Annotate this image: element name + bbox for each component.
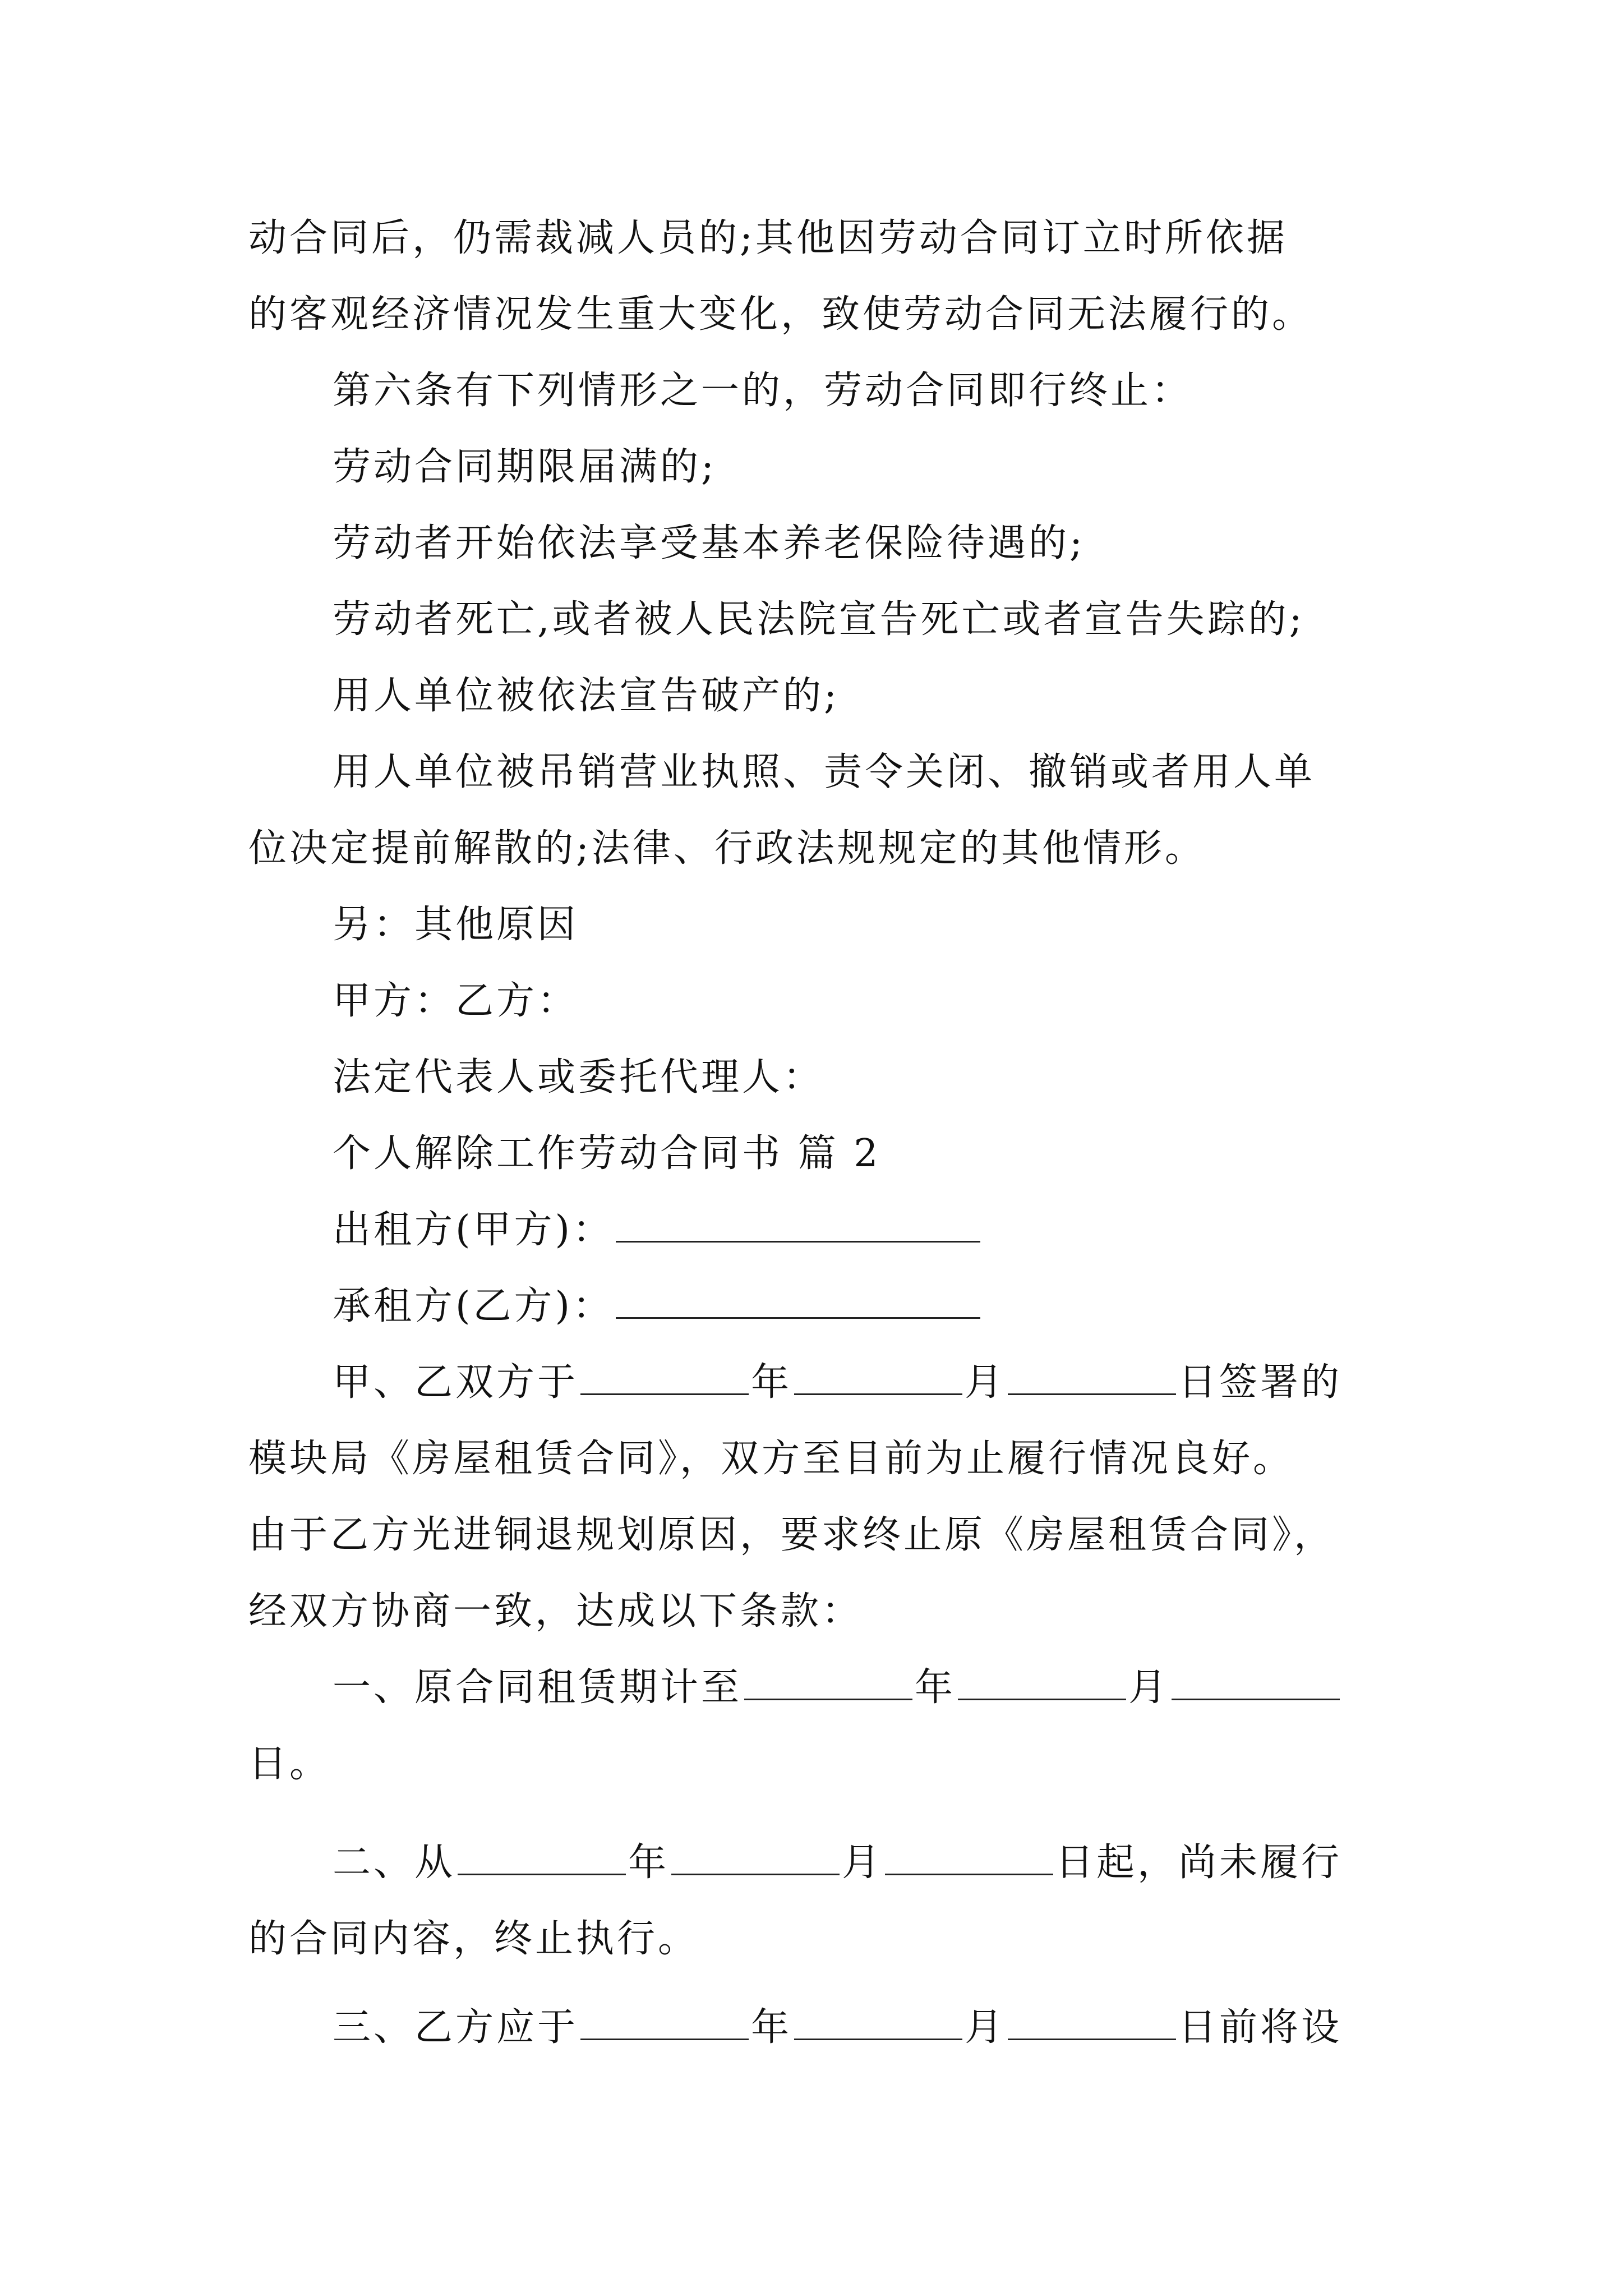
paragraph-line: 动合同后，仍需裁减人员的;其他因劳动合同订立时所依据 <box>248 216 1288 260</box>
sign-prefix: 甲、乙双方于 <box>333 1360 579 1405</box>
clause-2 <box>333 1832 1342 1894</box>
article-six-heading: 第六条有下列情形之一的，劳动合同即行终止： <box>333 369 1193 413</box>
parties-line: 甲方：乙方： <box>333 979 579 1023</box>
list-item: 用人单位被依法宣告破产的; <box>333 674 840 718</box>
month-blank[interactable] <box>958 1665 1126 1700</box>
clause-1-end: 日。 <box>248 1742 331 1786</box>
lessor-label: 出租方(甲方)： <box>333 1208 614 1252</box>
month-blank[interactable] <box>794 1360 962 1395</box>
month-label: 月 <box>842 1841 883 1885</box>
lessor-line <box>333 1199 983 1261</box>
day-blank[interactable] <box>1008 2005 1176 2040</box>
year-blank[interactable] <box>580 2005 749 2040</box>
year-label: 年 <box>628 1841 670 1885</box>
year-label: 年 <box>751 1360 792 1405</box>
year-blank[interactable] <box>458 1840 626 1875</box>
paragraph-line: 由于乙方光进铜退规划原因，要求终止原《房屋租赁合同》， <box>248 1513 1335 1557</box>
other-reasons: 另：其他原因 <box>333 903 579 947</box>
year-label: 年 <box>915 1665 956 1710</box>
clause-3-suffix: 日前将设 <box>1178 2005 1343 2050</box>
list-item: 劳动者死亡,或者被人民法院宣告死亡或者宣告失踪的; <box>333 597 1305 642</box>
representative-line: 法定代表人或委托代理人： <box>333 1055 824 1099</box>
month-label: 月 <box>965 2005 1006 2050</box>
lessee-line <box>333 1276 983 1337</box>
day-blank[interactable] <box>1008 1360 1176 1395</box>
list-item: 用人单位被吊销营业执照、责令关闭、撤销或者用人单 <box>333 750 1316 794</box>
day-blank[interactable] <box>1172 1665 1340 1700</box>
sign-suffix: 日签署的 <box>1178 1360 1343 1405</box>
month-label: 月 <box>1128 1665 1170 1710</box>
paragraph-line: 模块局《房屋租赁合同》，双方至目前为止履行情况良好。 <box>248 1437 1294 1481</box>
month-blank[interactable] <box>671 1840 840 1875</box>
year-blank[interactable] <box>744 1665 912 1700</box>
clause-3 <box>333 1997 1342 2059</box>
year-label: 年 <box>751 2005 792 2050</box>
clause-2-prefix: 二、从 <box>333 1841 456 1885</box>
month-label: 月 <box>965 1360 1006 1405</box>
sign-date-line <box>333 1352 1342 1414</box>
clause-1 <box>333 1657 1342 1719</box>
lessee-blank[interactable] <box>616 1283 980 1319</box>
clause-3-prefix: 三、乙方应于 <box>333 2005 579 2050</box>
clause-1-prefix: 一、原合同租赁期计至 <box>333 1665 743 1710</box>
paragraph-line: 的客观经济情况发生重大变化，致使劳动合同无法履行的。 <box>248 292 1313 337</box>
list-item: 劳动合同期限届满的; <box>333 445 717 489</box>
day-blank[interactable] <box>885 1840 1053 1875</box>
paragraph-line: 经双方协商一致，达成以下条款： <box>248 1589 863 1634</box>
list-item: 劳动者开始依法享受基本养老保险待遇的; <box>333 521 1085 565</box>
year-blank[interactable] <box>580 1360 749 1395</box>
month-blank[interactable] <box>794 2005 962 2040</box>
lessor-blank[interactable] <box>616 1207 980 1243</box>
list-item-continued: 位决定提前解散的;法律、行政法规规定的其他情形。 <box>248 826 1206 871</box>
lessee-label: 承租方(乙方)： <box>333 1284 614 1328</box>
section-title: 个人解除工作劳动合同书 篇 2 <box>333 1131 881 1176</box>
clause-2-cont: 的合同内容，终止执行。 <box>248 1917 699 1961</box>
clause-2-suffix: 日起，尚未履行 <box>1055 1841 1343 1885</box>
